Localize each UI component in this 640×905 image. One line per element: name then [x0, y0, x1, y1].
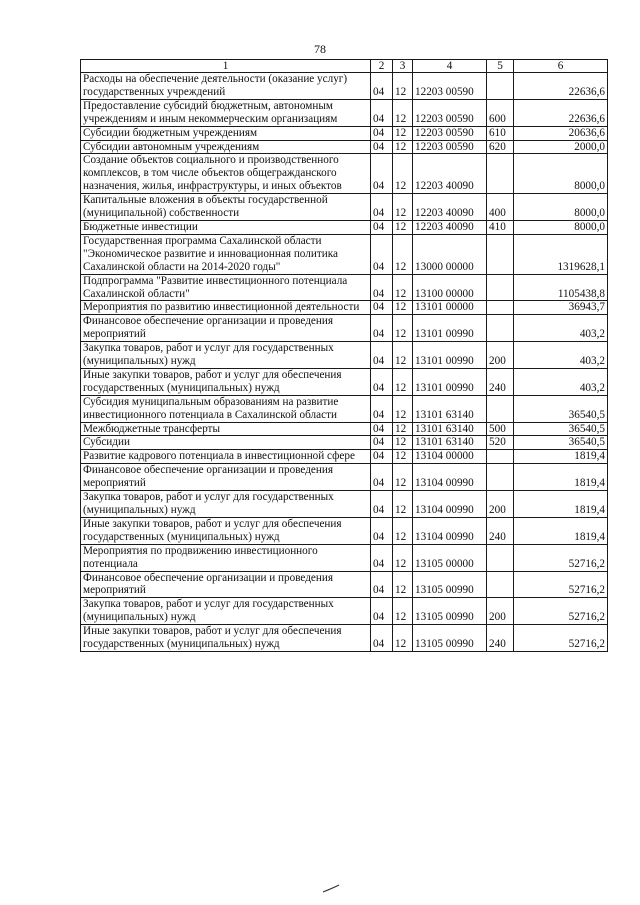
cell-subsection: 12 [393, 342, 413, 369]
cell-amount: 2000,0 [514, 140, 608, 154]
cell-section: 04 [371, 571, 393, 598]
cell-target-item: 13101 00990 [413, 368, 487, 395]
cell-target-item: 13105 00990 [413, 571, 487, 598]
cell-subsection: 12 [393, 234, 413, 274]
cell-target-item: 13104 00990 [413, 517, 487, 544]
cell-name: Субсидия муниципальным образованиям на развитие инвестиционного потенциала в Сахалинской области [81, 395, 371, 422]
cell-subsection: 12 [393, 301, 413, 315]
column-header-name: 1 [81, 60, 371, 73]
cell-amount: 8000,0 [514, 194, 608, 221]
table-row [81, 194, 608, 221]
cell-section: 04 [371, 301, 393, 315]
cell-section: 04 [371, 450, 393, 464]
cell-name: Межбюджетные трансферты [81, 422, 371, 436]
cell-amount: 1819,4 [514, 464, 608, 491]
cell-name: Предоставление субсидий бюджетным, автономным учреждениям и иным некоммерческим организациям [81, 99, 371, 126]
cell-subsection: 12 [393, 395, 413, 422]
cell-section: 04 [371, 99, 393, 126]
cell-expense-type [487, 154, 514, 194]
cell-section: 04 [371, 368, 393, 395]
cell-subsection: 12 [393, 422, 413, 436]
cell-name: Мероприятия по продвижению инвестиционного потенциала [81, 544, 371, 571]
table-row [81, 598, 608, 625]
cell-subsection: 12 [393, 571, 413, 598]
cell-expense-type: 200 [487, 491, 514, 518]
cell-expense-type [487, 464, 514, 491]
cell-subsection: 12 [393, 154, 413, 194]
table-row [81, 368, 608, 395]
cell-expense-type: 200 [487, 342, 514, 369]
cell-amount: 1319628,1 [514, 234, 608, 274]
cell-target-item: 13101 00000 [413, 301, 487, 315]
cell-expense-type: 600 [487, 99, 514, 126]
page-number: 78 [314, 42, 326, 56]
table-row [81, 73, 608, 100]
cell-section: 04 [371, 194, 393, 221]
cell-amount: 403,2 [514, 368, 608, 395]
cell-section: 04 [371, 274, 393, 301]
table-row [81, 517, 608, 544]
cell-amount: 36540,5 [514, 395, 608, 422]
cell-name: Закупка товаров, работ и услуг для государственных (муниципальных) нужд [81, 342, 371, 369]
cell-expense-type: 240 [487, 368, 514, 395]
cell-target-item: 13104 00990 [413, 491, 487, 518]
cell-amount: 403,2 [514, 315, 608, 342]
cell-expense-type: 410 [487, 220, 514, 234]
cell-target-item: 13100 00000 [413, 274, 487, 301]
table-row [81, 99, 608, 126]
cell-target-item: 12203 00590 [413, 73, 487, 100]
column-header-expense-type: 5 [487, 60, 514, 73]
column-header-amount: 6 [514, 60, 608, 73]
table-row [81, 315, 608, 342]
cell-subsection: 12 [393, 436, 413, 450]
table-row [81, 436, 608, 450]
table-row [81, 140, 608, 154]
cell-subsection: 12 [393, 220, 413, 234]
table-row [81, 234, 608, 274]
cell-amount: 52716,2 [514, 571, 608, 598]
cell-section: 04 [371, 517, 393, 544]
cell-expense-type: 520 [487, 436, 514, 450]
cell-target-item: 13105 00990 [413, 625, 487, 652]
cell-target-item: 12203 40090 [413, 220, 487, 234]
cell-target-item: 13104 00000 [413, 450, 487, 464]
column-header-target-item: 4 [413, 60, 487, 73]
cell-target-item: 13000 00000 [413, 234, 487, 274]
cell-target-item: 12203 40090 [413, 154, 487, 194]
column-header-section: 2 [371, 60, 393, 73]
cell-expense-type: 620 [487, 140, 514, 154]
cell-subsection: 12 [393, 464, 413, 491]
cell-amount: 403,2 [514, 342, 608, 369]
cell-amount: 8000,0 [514, 220, 608, 234]
cell-section: 04 [371, 464, 393, 491]
cell-expense-type [487, 73, 514, 100]
cell-section: 04 [371, 544, 393, 571]
cell-name: Закупка товаров, работ и услуг для государственных (муниципальных) нужд [81, 491, 371, 518]
cell-expense-type [487, 395, 514, 422]
table-row [81, 126, 608, 140]
cell-section: 04 [371, 126, 393, 140]
cell-section: 04 [371, 436, 393, 450]
cell-amount: 52716,2 [514, 544, 608, 571]
cell-section: 04 [371, 491, 393, 518]
cell-expense-type [487, 274, 514, 301]
cell-name: Финансовое обеспечение организации и проведения мероприятий [81, 315, 371, 342]
cell-subsection: 12 [393, 491, 413, 518]
cell-section: 04 [371, 625, 393, 652]
cell-section: 04 [371, 315, 393, 342]
table-row [81, 544, 608, 571]
cell-name: Закупка товаров, работ и услуг для государственных (муниципальных) нужд [81, 598, 371, 625]
table-row [81, 154, 608, 194]
cell-subsection: 12 [393, 368, 413, 395]
cell-subsection: 12 [393, 544, 413, 571]
cell-name: Подпрограмма "Развитие инвестиционного потенциала Сахалинской области" [81, 274, 371, 301]
cell-subsection: 12 [393, 517, 413, 544]
cell-expense-type [487, 315, 514, 342]
cell-expense-type: 400 [487, 194, 514, 221]
cell-target-item: 13101 00990 [413, 342, 487, 369]
cell-expense-type [487, 544, 514, 571]
cell-section: 04 [371, 154, 393, 194]
cell-expense-type: 240 [487, 517, 514, 544]
cell-amount: 1819,4 [514, 491, 608, 518]
cell-expense-type [487, 234, 514, 274]
cell-section: 04 [371, 422, 393, 436]
cell-target-item: 12203 00590 [413, 140, 487, 154]
table-row [81, 274, 608, 301]
cell-name: Субсидии [81, 436, 371, 450]
cell-amount: 22636,6 [514, 99, 608, 126]
table-row [81, 571, 608, 598]
table-row [81, 422, 608, 436]
cell-amount: 36540,5 [514, 422, 608, 436]
cell-amount: 52716,2 [514, 625, 608, 652]
cell-name: Создание объектов социального и производственного комплексов, в том числе объектов общегражданского назначения, жилья, инфраструктуры, и иных объектов [81, 154, 371, 194]
table-body [81, 73, 608, 652]
cell-subsection: 12 [393, 73, 413, 100]
cell-subsection: 12 [393, 450, 413, 464]
cell-name: Развитие кадрового потенциала в инвестиционной сфере [81, 450, 371, 464]
cell-name: Капитальные вложения в объекты государственной (муниципальной) собственности [81, 194, 371, 221]
cell-expense-type: 500 [487, 422, 514, 436]
cell-name: Финансовое обеспечение организации и проведения мероприятий [81, 571, 371, 598]
cell-target-item: 13104 00990 [413, 464, 487, 491]
table-row [81, 301, 608, 315]
cell-name: Иные закупки товаров, работ и услуг для обеспечения государственных (муниципальных) нужд [81, 517, 371, 544]
cell-subsection: 12 [393, 625, 413, 652]
cell-target-item: 13101 63140 [413, 422, 487, 436]
cell-target-item: 12203 40090 [413, 194, 487, 221]
cell-target-item: 13101 63140 [413, 436, 487, 450]
cell-section: 04 [371, 234, 393, 274]
cell-name: Государственная программа Сахалинской области "Экономическое развитие и инновационная политика Сахалинской области на 2014-2020 годы" [81, 234, 371, 274]
column-header-subsection: 3 [393, 60, 413, 73]
cell-section: 04 [371, 73, 393, 100]
pen-mark [322, 884, 340, 894]
cell-name: Иные закупки товаров, работ и услуг для обеспечения государственных (муниципальных) нужд [81, 625, 371, 652]
cell-expense-type [487, 571, 514, 598]
cell-target-item: 13101 00990 [413, 315, 487, 342]
table-row [81, 464, 608, 491]
cell-section: 04 [371, 598, 393, 625]
cell-section: 04 [371, 395, 393, 422]
cell-amount: 8000,0 [514, 154, 608, 194]
cell-amount: 1819,4 [514, 450, 608, 464]
cell-section: 04 [371, 342, 393, 369]
budget-table [80, 59, 608, 652]
cell-name: Иные закупки товаров, работ и услуг для обеспечения государственных (муниципальных) нужд [81, 368, 371, 395]
cell-amount: 52716,2 [514, 598, 608, 625]
cell-expense-type: 610 [487, 126, 514, 140]
cell-name: Финансовое обеспечение организации и проведения мероприятий [81, 464, 371, 491]
cell-target-item: 13101 63140 [413, 395, 487, 422]
cell-subsection: 12 [393, 274, 413, 301]
cell-section: 04 [371, 220, 393, 234]
cell-expense-type [487, 301, 514, 315]
cell-target-item: 13105 00990 [413, 598, 487, 625]
table-row [81, 625, 608, 652]
table-row [81, 220, 608, 234]
cell-target-item: 12203 00590 [413, 99, 487, 126]
table-header-row [81, 60, 608, 73]
cell-subsection: 12 [393, 598, 413, 625]
cell-target-item: 13105 00000 [413, 544, 487, 571]
cell-name: Бюджетные инвестиции [81, 220, 371, 234]
cell-expense-type [487, 450, 514, 464]
cell-name: Субсидии автономным учреждениям [81, 140, 371, 154]
cell-section: 04 [371, 140, 393, 154]
cell-amount: 22636,6 [514, 73, 608, 100]
cell-amount: 1819,4 [514, 517, 608, 544]
cell-subsection: 12 [393, 194, 413, 221]
table-row [81, 491, 608, 518]
cell-subsection: 12 [393, 99, 413, 126]
cell-expense-type: 240 [487, 625, 514, 652]
table-row [81, 450, 608, 464]
cell-expense-type: 200 [487, 598, 514, 625]
cell-subsection: 12 [393, 315, 413, 342]
table-row [81, 395, 608, 422]
table-row [81, 342, 608, 369]
cell-subsection: 12 [393, 140, 413, 154]
cell-name: Субсидии бюджетным учреждениям [81, 126, 371, 140]
cell-amount: 36540,5 [514, 436, 608, 450]
cell-subsection: 12 [393, 126, 413, 140]
cell-amount: 1105438,8 [514, 274, 608, 301]
cell-target-item: 12203 00590 [413, 126, 487, 140]
cell-amount: 36943,7 [514, 301, 608, 315]
cell-name: Мероприятия по развитию инвестиционной деятельности [81, 301, 371, 315]
cell-amount: 20636,6 [514, 126, 608, 140]
cell-name: Расходы на обеспечение деятельности (оказание услуг) государственных учреждений [81, 73, 371, 100]
